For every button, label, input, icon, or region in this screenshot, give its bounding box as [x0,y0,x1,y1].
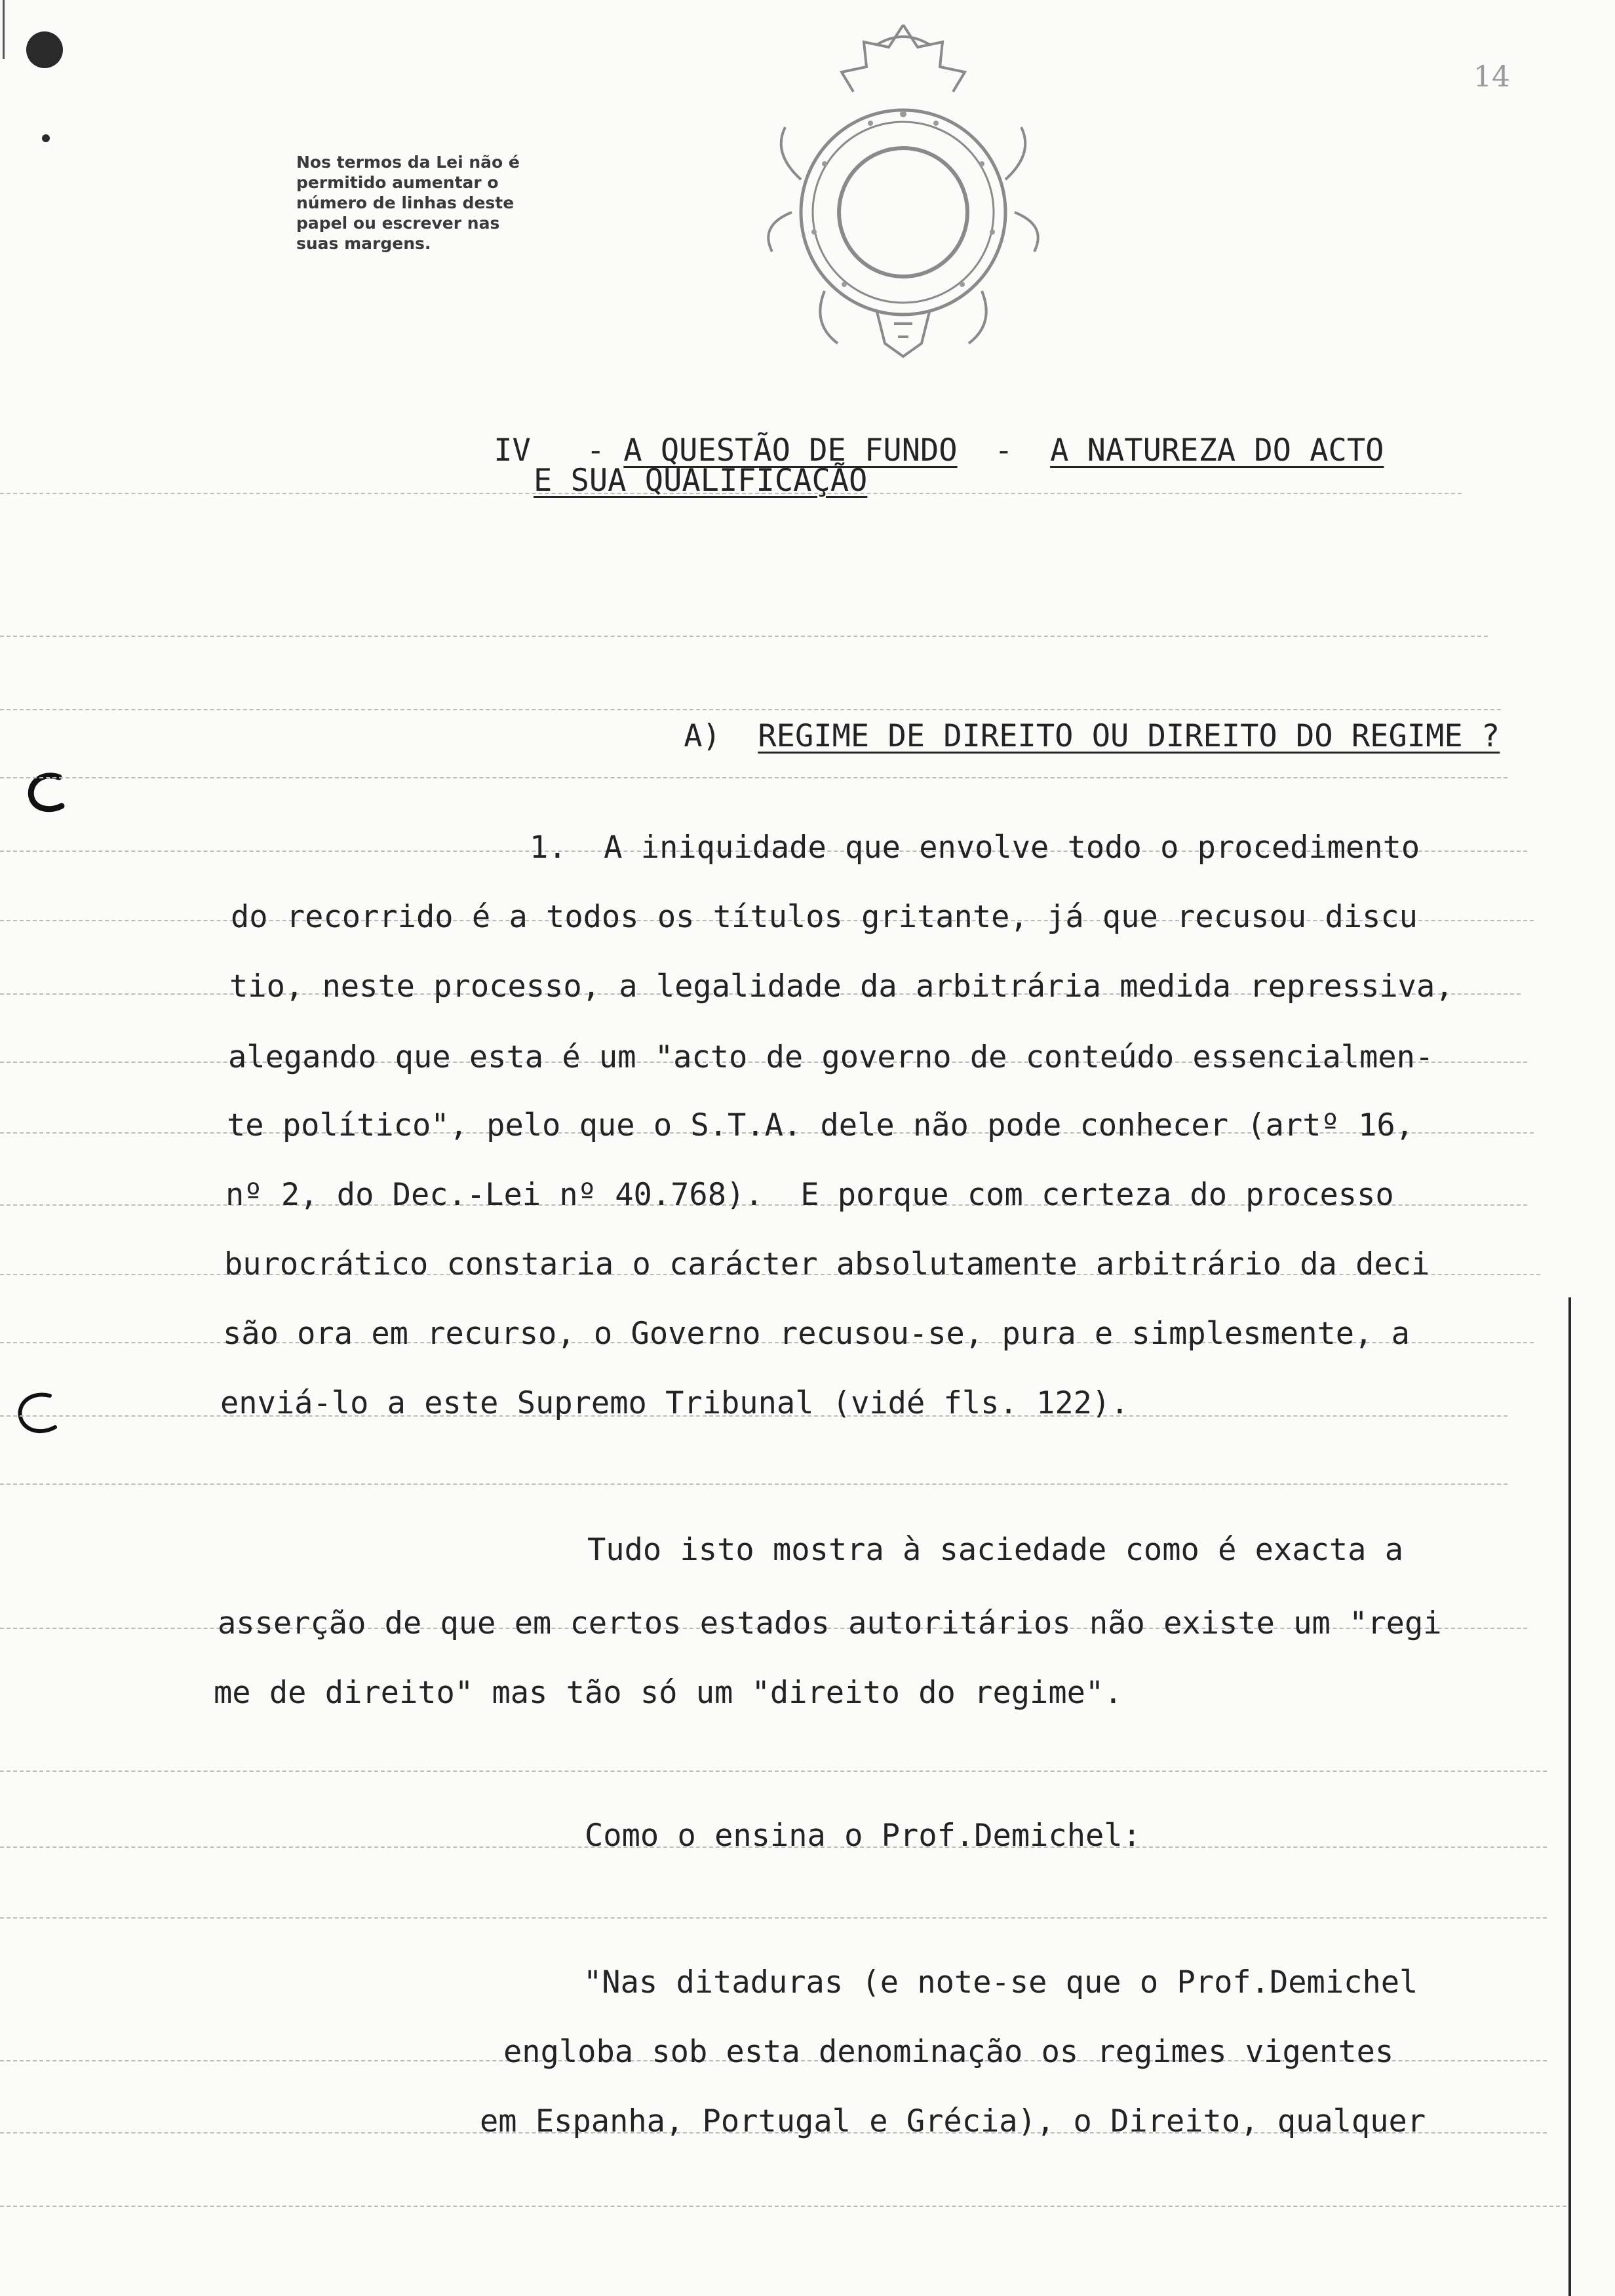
subsection-heading [610,681,1500,792]
paper-rule [0,1770,1547,1772]
clip-mark-upper [18,768,71,820]
quote-intro: Como o ensina o Prof.Demichel: [585,1818,1141,1854]
page-number: 14 [1473,60,1510,94]
paper-rule [0,636,1488,637]
subsection-title: REGIME DE DIREITO OU DIREITO DO REGIME ? [758,718,1500,754]
subsection-label: A) [684,718,721,754]
paper-rule [0,1917,1547,1919]
paper-rule [0,1483,1508,1485]
section-numeral: IV [494,432,531,469]
body-line: enviá-lo a este Supremo Tribunal (vidé fls. 122). [220,1385,1129,1421]
body-line: são ora em recurso, o Governo recusou-se, pura e simplesmente, a [223,1316,1410,1352]
right-edge-line [1568,1297,1571,2296]
body-line: me de direito" mas tão só um "direito do regime". [214,1675,1123,1711]
quote-line: "Nas ditaduras (e note-se que o Prof.Demichel [583,1964,1418,2000]
paper-rule [0,2206,1566,2207]
section-dash: - [586,432,605,469]
body-line: alegando que esta é um "acto de governo de conteúdo essencialmen- [228,1039,1434,1075]
section-dash-2: - [994,432,1013,469]
margin-dot [42,134,50,142]
body-line: do recorrido é a todos os títulos gritante, já que recusou discu [231,899,1418,935]
body-line: 1. A iniquidade que envolve todo o procedimento [530,830,1420,866]
tax-stamp-seal [746,16,1060,366]
section-title-part3: E SUA QUALIFICAÇÃO [534,463,868,499]
quote-line: em Espanha, Portugal e Grécia), o Direito, qualquer [480,2103,1426,2139]
margin-notice: Nos termos da Lei não é permitido aumentar o número de linhas deste papel ou escrever nas suas margens. [296,153,520,253]
section-title-part1: A QUESTÃO DE FUNDO [623,432,958,469]
quote-line: engloba sob esta denominação os regimes vigentes [503,2034,1394,2070]
left-edge-mark [3,0,5,59]
body-line: nº 2, do Dec.-Lei nº 40.768). E porque com certeza do processo [225,1177,1394,1213]
punch-hole [26,31,63,68]
body-line: tio, neste processo, a legalidade da arbitrária medida repressiva, [229,968,1454,1004]
section-title-part2: A NATUREZA DO ACTO [1050,432,1384,469]
body-line: te político", pelo que o S.T.A. dele não pode conhecer (artº 16, [227,1107,1414,1143]
body-line: Tudo isto mostra à saciedade como é exacta a [587,1532,1404,1568]
body-line: asserção de que em certos estados autoritários não existe um "regi [218,1605,1442,1641]
body-line: burocrático constaria o carácter absolutamente arbitrário da deci [224,1246,1430,1282]
